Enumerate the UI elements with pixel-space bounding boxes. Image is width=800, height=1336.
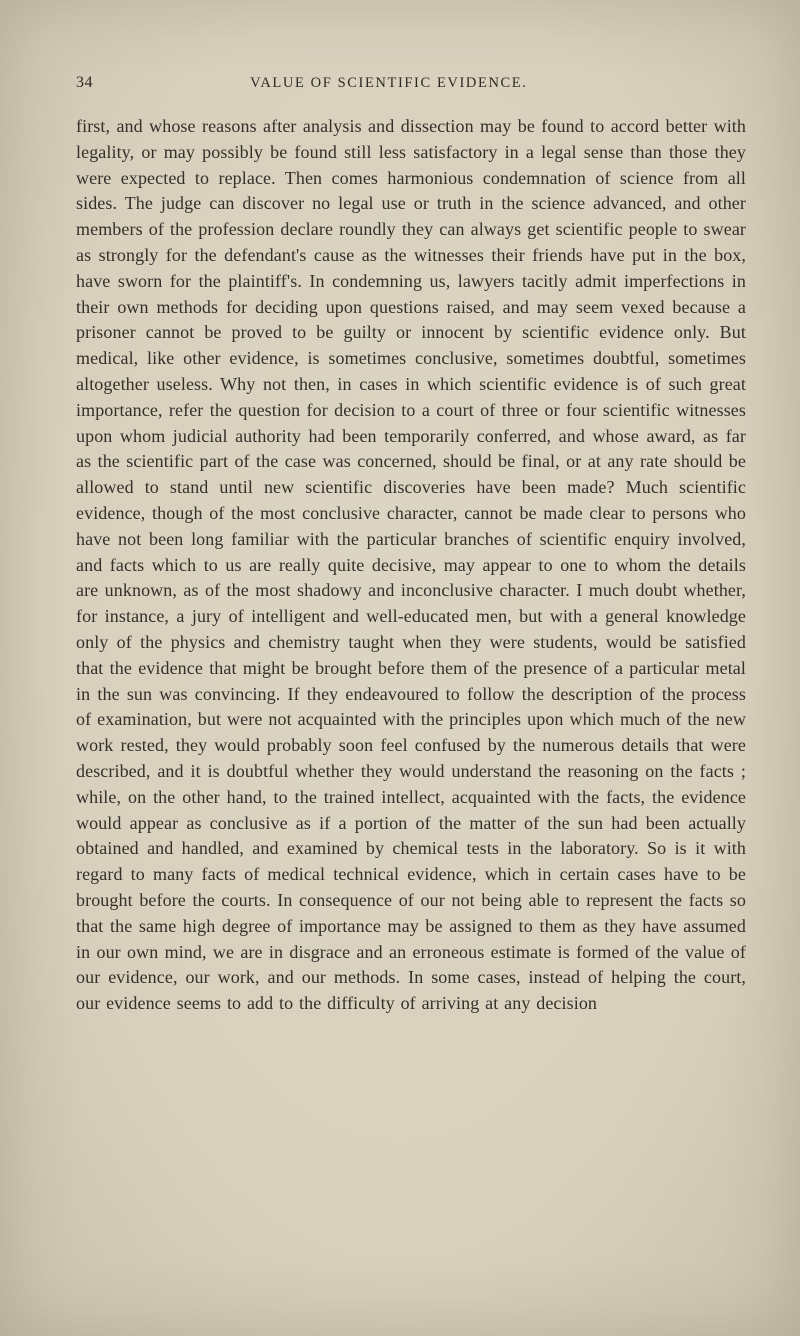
running-head xyxy=(76,74,746,98)
running-title: VALUE OF SCIENTIFIC EVIDENCE. xyxy=(250,75,528,91)
body-paragraph: first, and whose reasons after analysis and dissection may be found to accord better with legality, or may possibly be found still less satisfactory in a legal sense than those they were expected to replace. Then comes harmonious condemnation of science from all sides. The judge can discover no legal use or truth in the science advanced, and other members of the profession declare roundly they can always get scientific people to swear as strongly for the defendant's cause as the witnesses their friends have put in the box, have sworn for the plaintiff's. In condemning us, lawyers tacitly admit imperfections in their own methods for deciding upon questions raised, and may seem vexed because a prisoner cannot be proved to be guilty or innocent by scientific evidence only. But medical, like other evidence, is sometimes conclusive, sometimes doubtful, sometimes altogether useless. Why not then, in cases in which scientific evidence is of such great importance, refer the question for decision to a court of three or four scientific witnesses upon whom judicial authority had been temporarily conferred, and whose award, as far as the scientific part of the case was concerned, should be final, or at any rate should be allowed to stand until new scientific discoveries have been made? Much scientific evidence, though of the most conclusive character, cannot be made clear to persons who have not been long familiar with the particular branches of scientific enquiry involved, and facts which to us are really quite decisive, may appear to one to whom the details are unknown, as of the most shadowy and inconclusive character. I much doubt whether, for instance, a jury of intelligent and well-educated men, but with a general knowledge only of the physics and chemistry taught when they were students, would be satisfied that the evidence that might be brought before them of the presence of a particular metal in the sun was convincing. If they endeavoured to follow the description of the process of examination, but were not acquainted with the principles upon which much of the new work rested, they would probably soon feel confused by the numerous details that were described, and it is doubtful whether they would understand the reasoning on the facts ; while, on the other hand, to the trained intellect, acquainted with the facts, the evidence would appear as conclusive as if a portion of the matter of the sun had been actually obtained and handled, and examined by chemical tests in the laboratory. So is it with regard to many facts of medical technical evidence, which in certain cases have to be brought before the courts. In consequence of our not being able to represent the facts so that the same high degree of importance may be assigned to them as they have assumed in our own mind, we are in disgrace and an erroneous estimate is formed of the value of our evidence, our work, and our methods. In some cases, instead of helping the court, our evidence seems to add to the difficulty of arriving at any decision xyxy=(76,116,746,1014)
page-number: 34 xyxy=(76,74,93,91)
type-area xyxy=(76,74,746,1017)
